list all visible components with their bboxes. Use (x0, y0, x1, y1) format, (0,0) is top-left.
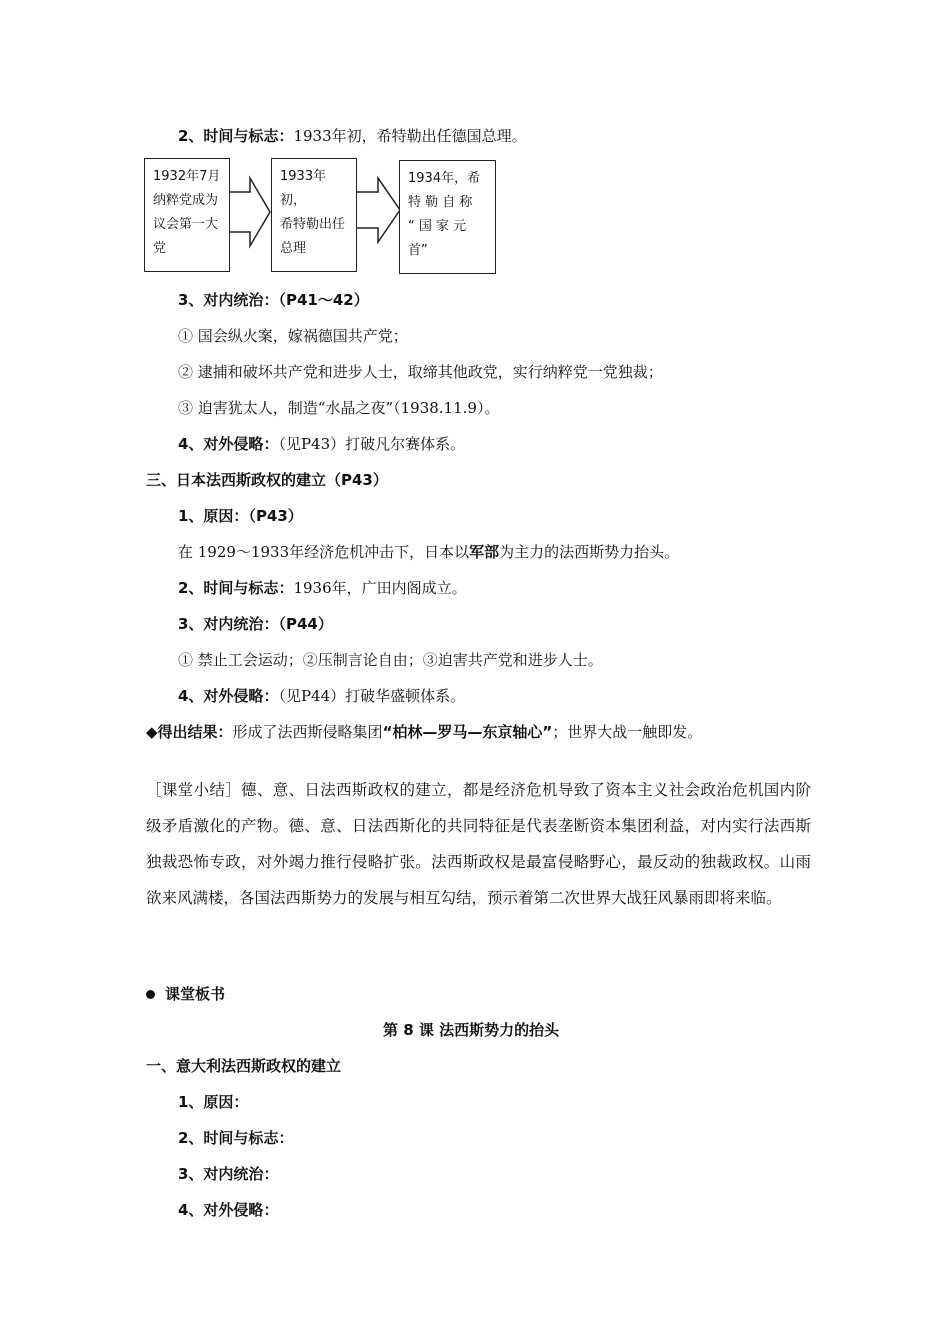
board-item-4: 4、对外侵略： (178, 1201, 279, 1219)
summary-paragraph (146, 772, 811, 916)
sec2-item-2: ② 逮捕和破坏共产党和进步人士，取缔其他政党，实行纳粹党一党独裁； (178, 363, 663, 381)
flow-box-1934: 1934年，希 特 勒 自 称 “ 国 家 元 首” (399, 160, 496, 274)
board-label: 课堂板书 (165, 985, 226, 1003)
flow-box-1932: 1932年7月 纳粹党成为 议会第一大 党 (144, 158, 230, 272)
sec3-external-line (178, 686, 465, 706)
board-title: 第 8 课 法西斯势力的抬头 (383, 1021, 560, 1039)
sec3-heading: 三、日本法西斯政权的建立（P43） (146, 471, 388, 489)
sec2-time-text: 1933年初，希特勒出任德国总理。 (293, 127, 527, 145)
flow-arrow-1 (228, 178, 270, 246)
sec3-cause-label: 1、原因： (178, 507, 249, 525)
sec3-cause-bold: 军部 (469, 543, 500, 561)
sec3-cause-text-a: 在 1929～1933年经济危机冲击下，日本以 (178, 543, 470, 561)
sec3-time-line (178, 578, 467, 598)
result-line (146, 722, 702, 742)
flow-arrow-2 (355, 178, 400, 242)
sec3-external-label: 4、对外侵略： (178, 687, 279, 705)
bullet-icon (146, 990, 155, 999)
board-item-3: 3、对内统治： (178, 1165, 279, 1183)
sec3-cause-ref: （P43） (248, 507, 303, 525)
sec2-external-line (178, 434, 465, 454)
sec2-item-1: ① 国会纵火案，嫁祸德国共产党； (178, 327, 408, 345)
sec2-external-label: 4、对外侵略： (178, 435, 279, 453)
sec2-time-label: 2、时间与标志： (178, 127, 294, 145)
sec3-cause-line (178, 506, 303, 526)
sec3-external-text: （见P44）打破华盛顿体系。 (278, 687, 466, 705)
result-label: ◆得出结果： (146, 723, 233, 741)
board-heading: 一、意大利法西斯政权的建立 (146, 1057, 342, 1075)
sec3-cause-text-b: 为主力的法西斯势力抬头。 (499, 543, 680, 561)
board-header (146, 984, 225, 1004)
sec2-internal-line (178, 290, 369, 310)
summary-label: ［课堂小结］ (146, 781, 242, 799)
sec2-external-text: （见P43）打破凡尔赛体系。 (278, 435, 466, 453)
result-bold: “柏林—罗马—东京轴心” (382, 723, 553, 741)
board-item-1: 1、原因： (178, 1093, 249, 1111)
sec3-cause-text (178, 542, 679, 562)
sec3-time-text: 1936年，广田内阁成立。 (293, 579, 467, 597)
sec3-internal-ref: （P44） (278, 615, 333, 633)
sec3-items: ① 禁止工会运动；②压制言论自由；③迫害共产党和进步人士。 (178, 651, 603, 669)
summary-text: 德、意、日法西斯政权的建立，都是经济危机导致了资本主义社会政治危机国内阶级矛盾激化的产物。德、意、日法西斯化的共同特征是代表垄断资本集团利益，对内实行法西斯独裁恐怖专政，对外竭力推行侵略扩张。法西斯政权是最富侵略野心，最反动的独裁政权。山雨欲来风满楼，各国法西斯势力的发展与相互勾结，预示着第二次世界大战狂风暴雨即将来临。 (146, 781, 811, 907)
sec3-time-label: 2、时间与标志： (178, 579, 294, 597)
sec2-internal-ref: （P41～42） (278, 291, 369, 309)
sec2-internal-label: 3、对内统治： (178, 291, 279, 309)
flow-box-1933: 1933年初， 希特勒出任 总理 (271, 158, 357, 272)
result-text-b: ；世界大战一触即发。 (552, 723, 703, 741)
sec3-internal-line (178, 614, 333, 634)
board-item-2: 2、时间与标志： (178, 1129, 294, 1147)
sec2-item-3: ③ 迫害犹太人，制造“水晶之夜”（1938.11.9）。 (178, 399, 500, 417)
result-text-a: 形成了法西斯侵略集团 (232, 723, 383, 741)
sec3-internal-label: 3、对内统治： (178, 615, 279, 633)
